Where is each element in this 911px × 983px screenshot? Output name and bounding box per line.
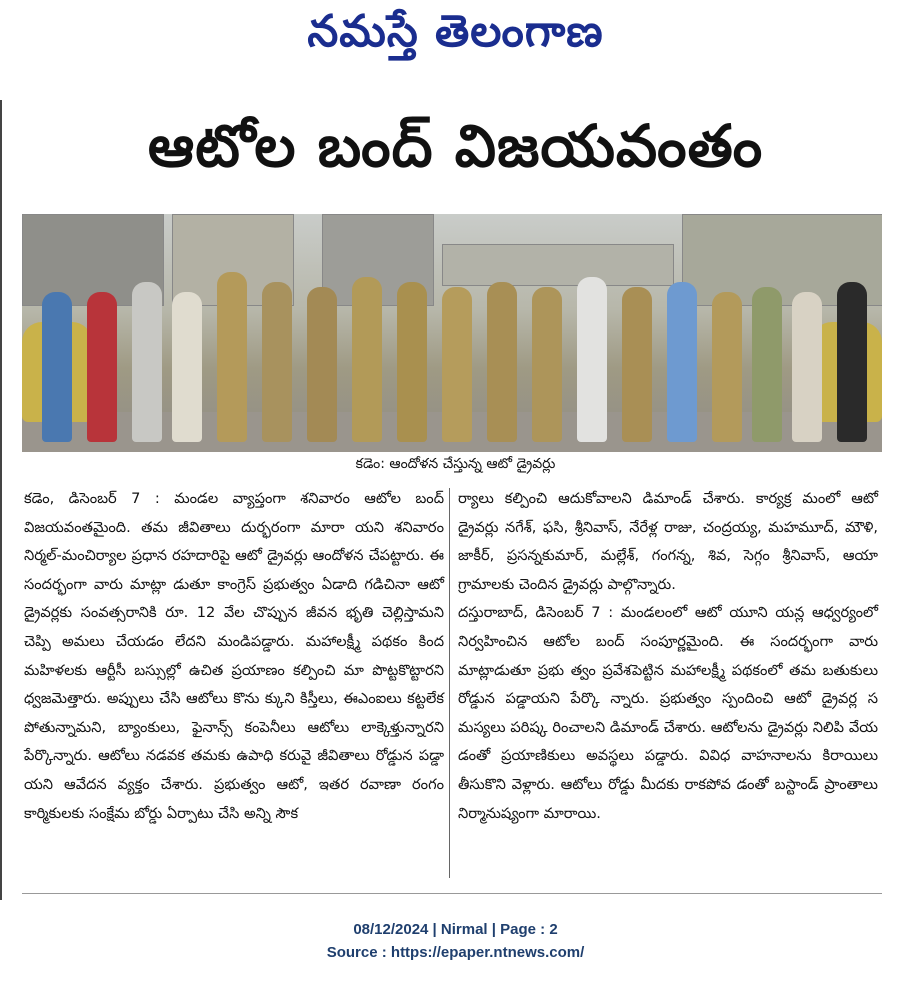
photo-person <box>837 282 867 442</box>
photo-person <box>792 292 822 442</box>
column-divider <box>449 488 450 878</box>
masthead <box>0 0 911 80</box>
photo-person <box>42 292 72 442</box>
article-headline: ఆటోల బంద్ విజయవంతం <box>147 112 764 180</box>
photo-person <box>667 282 697 442</box>
photo-person <box>132 282 162 442</box>
photo-person <box>397 282 427 442</box>
article-headline-block <box>0 100 911 200</box>
source-link[interactable]: Source : https://epaper.ntnews.com/ <box>326 944 585 961</box>
photo-person <box>712 292 742 442</box>
article-paragraph: ర్యాలు కల్పించి ఆదుకోవాలని డిమాండ్ చేశారు. కార్యక్ర మంలో ఆటో డ్రైవర్లు నగేశ్, ఫసి, శ్రీనివాస్, నేరేళ్ల రాజు, చంద్రయ్య, మహమూద్, మౌళి, జాకీర్, ప్రసన్నకుమార్, మల్లేశ్, గంగన్న, శివ, సెగ్గం శ్రీనివాస్, ఆయా గ్రామాలకు చెందిన డ్రైవర్లు పాల్గొన్నారు. <box>458 490 878 593</box>
photo-person <box>622 287 652 442</box>
photo-person <box>217 272 247 442</box>
left-border-rule <box>0 100 2 900</box>
photo-building <box>442 244 674 286</box>
article-column-2 <box>458 485 878 828</box>
article-column-1 <box>24 485 444 828</box>
photo-person <box>262 282 292 442</box>
photo-caption: కడెం: ఆందోళన చేస్తున్న ఆటో డ్రైవర్లు <box>355 456 556 472</box>
photo-person <box>752 287 782 442</box>
article-photo <box>22 214 882 452</box>
article-paragraph: దస్తురాబాద్, డిసెంబర్ 7 : మండలంలో ఆటో యూని యన్ల ఆధ్వర్యంలో నిర్వహించిన ఆటోల బంద్ సంపూర్ణమైంది. ఈ సందర్భంగా వారు మాట్లాడుతూ ప్రభు త్వం ప్రవేశపెట్టిన మహాలక్ష్మీ పథకంలో తమ బతుకులు రోడ్డున పడ్డాయని పేర్కొ న్నారు. ప్రభుత్వం స్పందించి ఆటో డ్రైవర్ల స మస్యలు పరిష్క రించాలని డిమాండ్ చేశారు. ఆటోలను డ్రైవర్లు నిలిపి వేయ డంతో ప్రయాణికులు అవస్థలు పడ్డారు. వివిధ వాహనాలను కిరాయిలు తీసుకొని వెళ్లారు. ఆటోలు రోడ్డు మీదకు రాకపోవ డంతో బస్టాండ్ ప్రాంతాలు నిర్మానుష్యంగా మారాయి. <box>458 604 878 822</box>
photo-person <box>87 292 117 442</box>
photo-person <box>532 287 562 442</box>
photo-person <box>442 287 472 442</box>
photo-person <box>352 277 382 442</box>
photo-person <box>172 292 202 442</box>
article-paragraph: కడెం, డిసెంబర్ 7 : మండల వ్యాప్తంగా శనివారం ఆటోల బంద్ విజయవంతమైంది. తమ జీవితాలు దుర్భరంగా మారా యని శనివారం నిర్మల్-మంచిర్యాల ప్రధాన రహదారిపై ఆటో డ్రైవర్లు ఆందోళన చేపట్టారు. ఈ సందర్భంగా వారు మాట్లా డుతూ కాంగ్రెస్ ప్రభుత్వం ఏడాది గడిచినా ఆటో డ్రైవర్లకు సంవత్సరానికి రూ. 12 వేల చొప్పున జీవన భృతి చెల్లిస్తామని చెప్పి అమలు చేయడం లేదని మండిపడ్డారు. మహాలక్ష్మీ పథకం కింద మహిళలకు ఆర్టీసీ బస్సుల్లో ఉచిత ప్రయాణం కల్పించి మా పొట్టకొట్టారని ధ్వజమెత్తారు. అప్పులు చేసి ఆటోలు కొను క్కుని కిస్తీలు, ఈఎంఐలు కట్టలేక పోతున్నామని, బ్యాంకులు, ఫైనాన్స్ కంపెనీలు ఆటోలు లాక్కెళ్తున్నారని పేర్కొన్నారు. ఆటోలు నడవక తమకు ఉపాధి కరువై జీవితాలు రోడ్డున పడ్డా యని ఆవేదన వ్యక్తం చేశారు. ప్రభుత్వం ఆటో, ఇతర రవాణా రంగం కార్మికులకు సంక్షేమ బోర్డు ఏర్పాటు చేసి అన్ని సౌక <box>24 490 444 822</box>
newspaper-logo: నమస్తే తెలంగాణ <box>307 6 604 57</box>
photo-person <box>577 277 607 442</box>
page-dateline: 08/12/2024 | Nirmal | Page : 2 <box>353 921 558 938</box>
photo-person <box>307 287 337 442</box>
footer-divider <box>22 893 882 894</box>
photo-person <box>487 282 517 442</box>
